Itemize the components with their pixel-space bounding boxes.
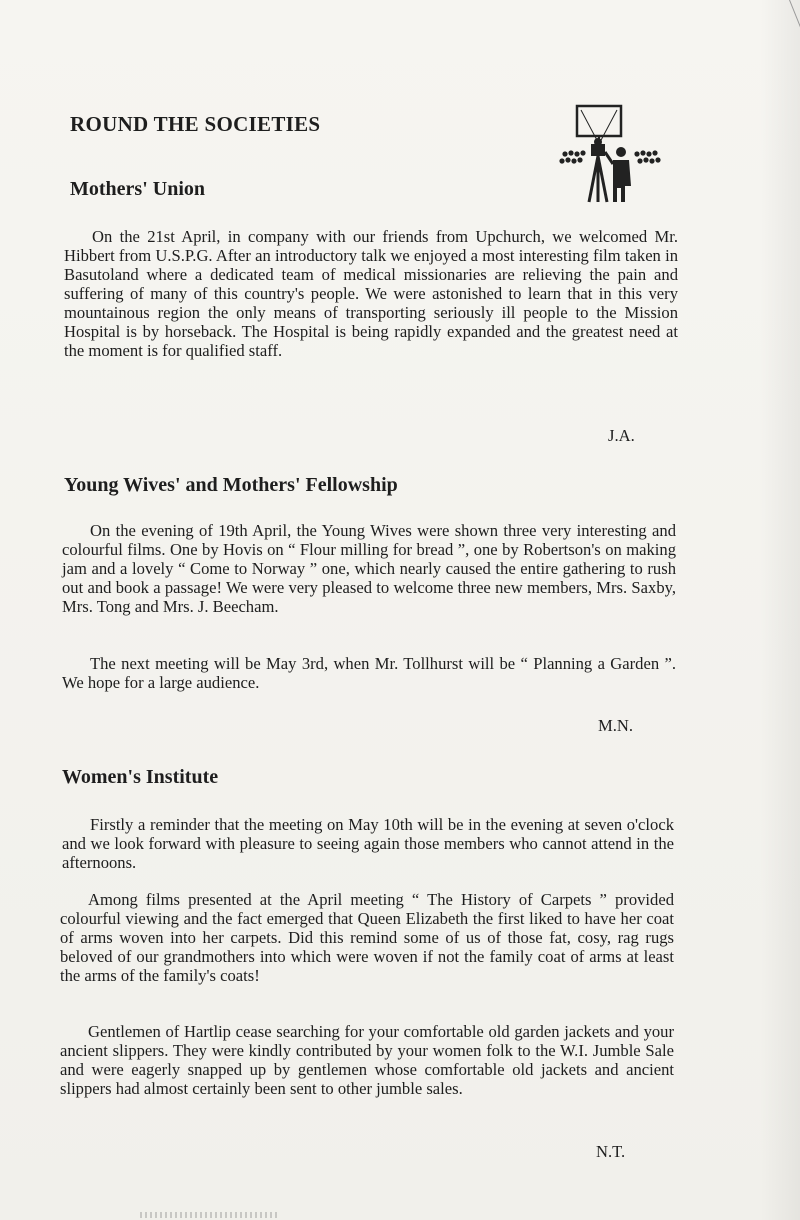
mothers-union-signature: J.A. (608, 426, 635, 445)
young-wives-signature: M.N. (598, 716, 634, 735)
young-wives-paragraph-2: The next meeting will be May 3rd, when Mr. Tollhurst will be “ Planning a Garden ”. We hope for a large audience. (62, 654, 676, 692)
page-title: ROUND THE SOCIETIES (70, 112, 321, 136)
young-wives-paragraph-1: On the evening of 19th April, the Young Wives were shown three very interesting and colourful films. One by Hovis on “ Flour milling for bread ”, one by Robertson's on making jam and a lovely “ Come to Norway ” one, which nearly caused the entire gathering to rush out and book a passage! We were very pleased to welcome three new members, Mrs. Saxby, Mrs. Tong and Mrs. J. Beecham. (62, 521, 676, 616)
page-fold-shadow (760, 0, 800, 1220)
section-title-womens-institute: Women's Institute (62, 766, 219, 788)
mothers-union-paragraph: On the 21st April, in company with our friends from Upchurch, we welcomed Mr. Hibbert from U.S.P.G. After an introductory talk we enjoyed a most interesting film taken in Basutoland where a dedicated team of medical missionaries are relieving the pain and suffering of many of this country's people. We were astonished to learn that in this very mountainous region the only means of transporting seriously ill people to the Mission Hospital is by horseback. The Hospital is being rapidly expanded and the greatest need at the moment is for qualified staff. (64, 227, 678, 360)
womens-institute-paragraph-3: Gentlemen of Hartlip cease searching for your comfortable old garden jackets and your ancient slippers. They were kindly contributed by your women folk to the W.I. Jumble Sale and were eagerly snapped up by gentlemen whose comfortable old jackets and ancient slippers had almost certainly been sent to other jumble sales. (60, 1022, 674, 1098)
scan-smudge (140, 1212, 280, 1218)
film-projector-illustration-icon (555, 104, 665, 204)
womens-institute-signature: N.T. (596, 1142, 626, 1161)
section-title-young-wives: Young Wives' and Mothers' Fellowship (64, 474, 398, 496)
section-title-mothers-union: Mothers' Union (70, 178, 205, 200)
womens-institute-paragraph-2: Among films presented at the April meeting “ The History of Carpets ” provided colourful viewing and the fact emerged that Queen Elizabeth the first liked to have her coat of arms woven into her carpets. Did this remind some of us of those fat, cosy, rag rugs beloved of our grandmothers into which were woven if not the family coat of arms at least the arms of the family's coats! (60, 890, 674, 985)
womens-institute-paragraph-1: Firstly a reminder that the meeting on May 10th will be in the evening at seven o'clock and we look forward with pleasure to seeing again those members who cannot attend in the afternoons. (62, 815, 674, 872)
